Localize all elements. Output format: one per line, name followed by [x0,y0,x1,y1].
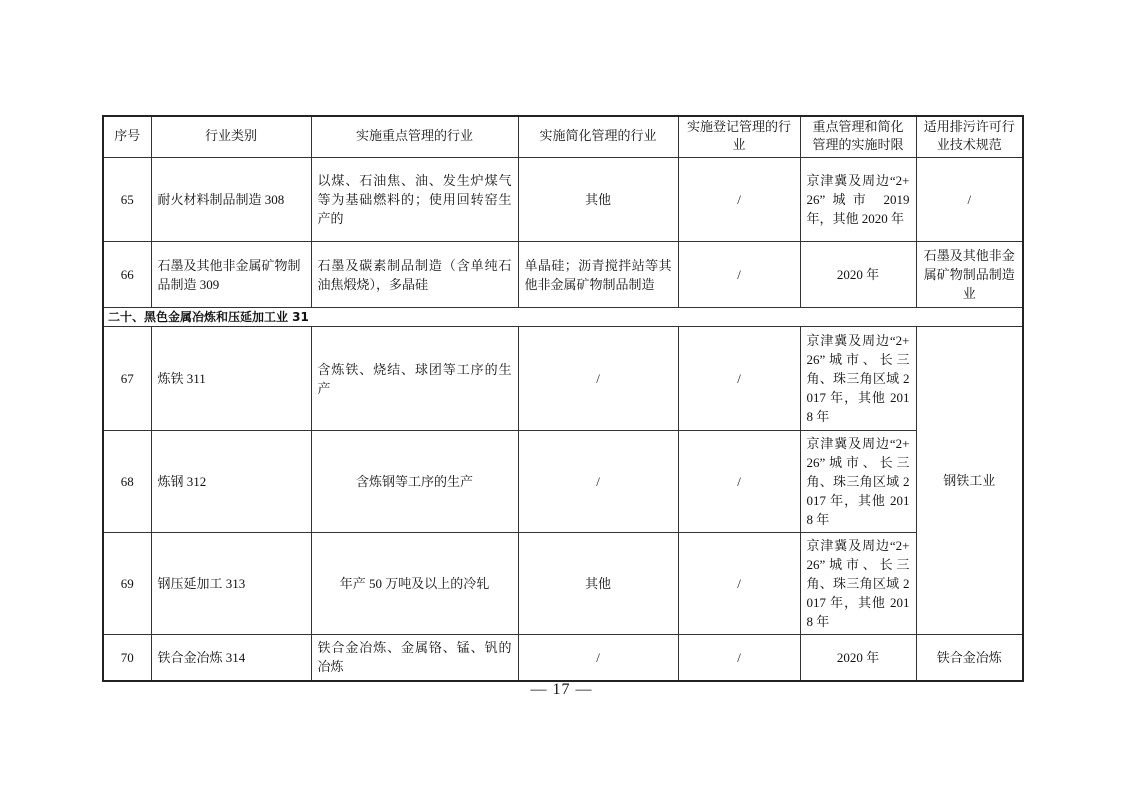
row-category: 耐火材料制品制造 308 [151,158,311,242]
row-seq: 67 [103,327,151,431]
row-simplified-management: / [518,431,678,533]
row-registration-management: / [678,431,800,533]
table-row [103,327,1023,431]
row-simplified-management: 其他 [518,158,678,242]
row-category: 石墨及其他非金属矿物制品制造 309 [151,242,311,308]
row-key-management: 以煤、石油焦、油、发生炉煤气等为基础燃料的；使用回转窑生产的 [311,158,518,242]
table-row [103,635,1023,681]
row-implementation-period: 2020 年 [800,242,916,308]
page-number: — 17 — [530,681,593,698]
row-registration-management: / [678,327,800,431]
table-row [103,431,1023,533]
header-seq: 序号 [103,116,151,158]
row-seq: 70 [103,635,151,681]
header-category: 行业类别 [151,116,311,158]
row-technical-spec: / [916,158,1023,242]
row-category: 炼铁 311 [151,327,311,431]
row-simplified-management: 其他 [518,533,678,635]
table-header-row [103,116,1023,158]
section-title: 二十、黑色金属冶炼和压延加工业 31 [103,308,1023,327]
header-key-management: 实施重点管理的行业 [311,116,518,158]
header-simplified-management: 实施简化管理的行业 [518,116,678,158]
row-technical-spec: 石墨及其他非金属矿物制品制造业 [916,242,1023,308]
table-row [103,533,1023,635]
row-registration-management: / [678,533,800,635]
row-category: 炼钢 312 [151,431,311,533]
row-registration-management: / [678,635,800,681]
table-row [103,158,1023,242]
header-registration-management: 实施登记管理的行 业 [678,116,800,158]
row-simplified-management: 单晶硅；沥青搅拌站等其他非金属矿物制品制造 [518,242,678,308]
section-header-row [103,308,1023,327]
row-seq: 68 [103,431,151,533]
row-category: 铁合金冶炼 314 [151,635,311,681]
row-simplified-management: / [518,635,678,681]
row-implementation-period: 京津冀及周边“2+26”城市 2019 年，其他 2020 年 [800,158,916,242]
row-key-management: 石墨及碳素制品制造（含单纯石油焦煅烧），多晶硅 [311,242,518,308]
row-seq: 69 [103,533,151,635]
row-registration-management: / [678,158,800,242]
row-key-management: 含炼钢等工序的生产 [311,431,518,533]
row-simplified-management: / [518,327,678,431]
header-implementation-period: 重点管理和简化管理的实施时限 [800,116,916,158]
row-key-management: 铁合金冶炼、金属铬、锰、钒的冶炼 [311,635,518,681]
row-seq: 66 [103,242,151,308]
row-registration-management: / [678,242,800,308]
row-implementation-period: 京津冀及周边“2+26”城市、长三角、珠三角区域 2017 年，其他 2018 年 [800,327,916,431]
row-implementation-period: 京津冀及周边“2+26”城市、长三角、珠三角区域 2017 年，其他 2018 年 [800,431,916,533]
row-implementation-period: 京津冀及周边“2+26”城市、长三角、珠三角区域 2017 年，其他 2018 年 [800,533,916,635]
row-key-management: 年产 50 万吨及以上的冷轧 [311,533,518,635]
row-seq: 65 [103,158,151,242]
row-technical-spec: 铁合金冶炼 [916,635,1023,681]
permit-category-table [102,115,1024,682]
row-category: 钢压延加工 313 [151,533,311,635]
row-implementation-period: 2020 年 [800,635,916,681]
steel-technical-spec: 钢铁工业 [916,327,1023,635]
header-technical-spec: 适用排污许可行业技术规范 [916,116,1023,158]
table-row [103,242,1023,308]
row-key-management: 含炼铁、烧结、球团等工序的生产 [311,327,518,431]
